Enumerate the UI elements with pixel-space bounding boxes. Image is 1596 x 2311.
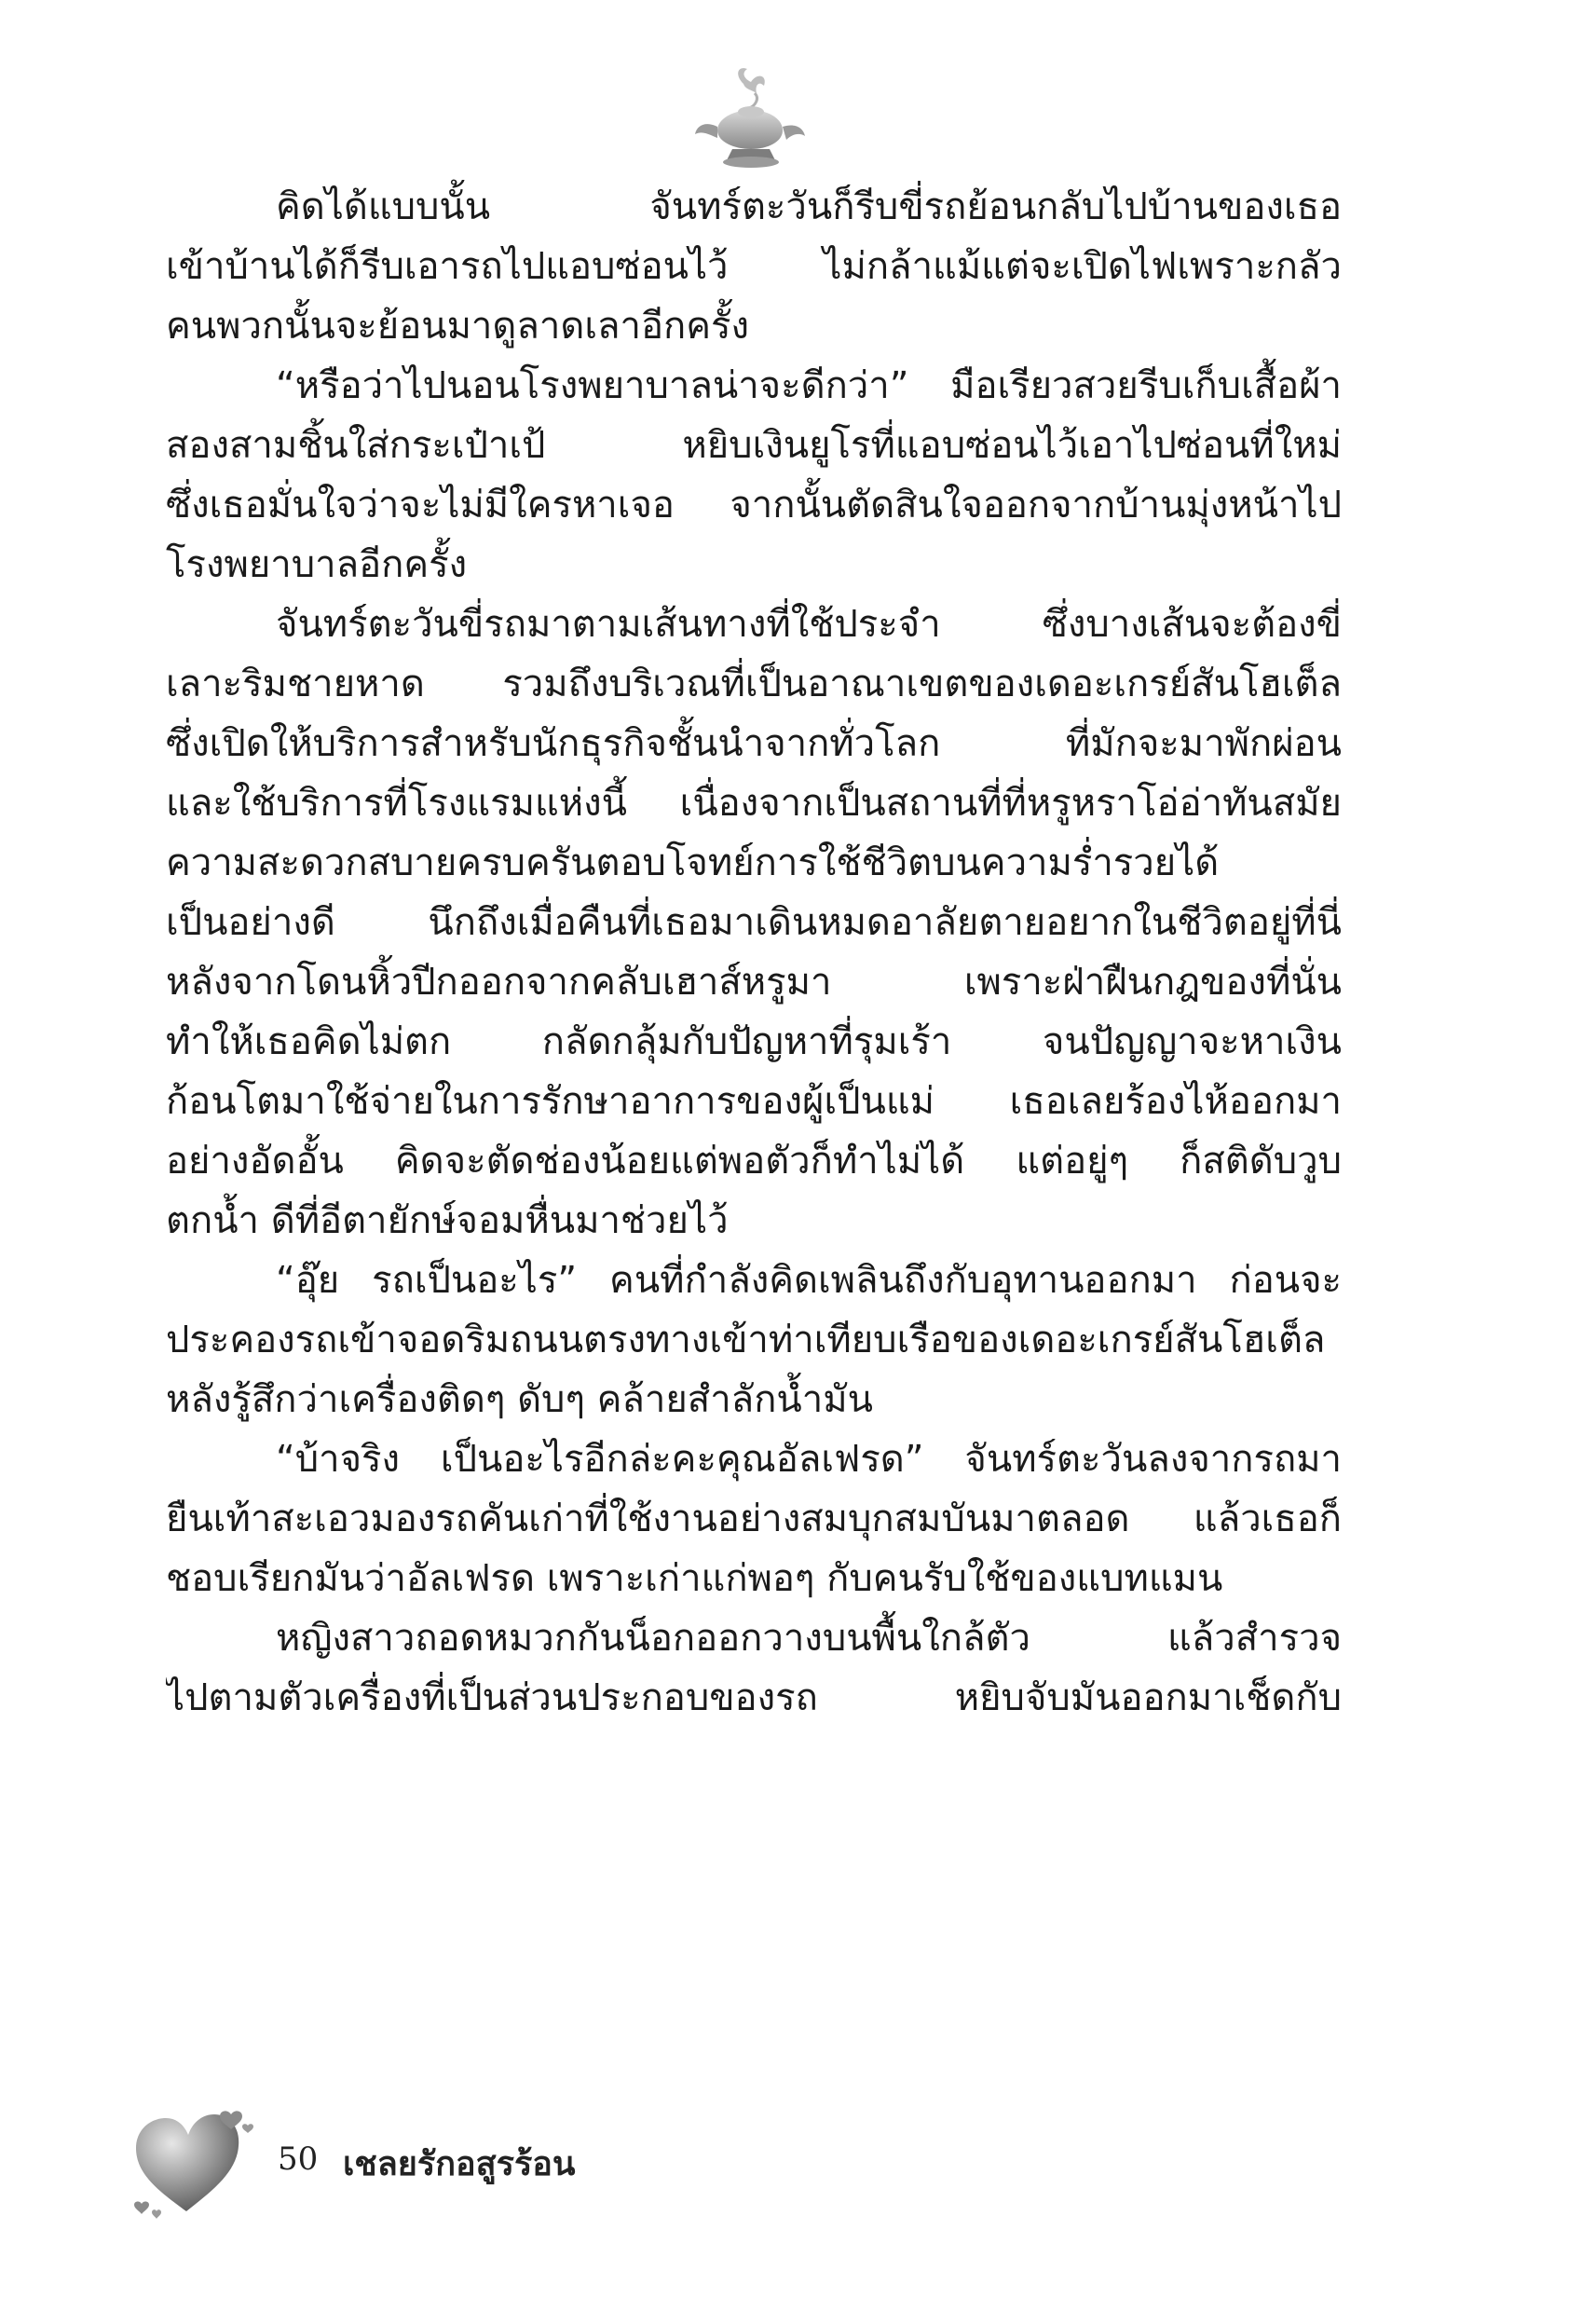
text-line: ตกน้ำ ดีที่อีตายักษ์จอมหื่นมาช่วยไว้ (166, 1199, 729, 1242)
text-line: หลังรู้สึกว่าเครื่องติดๆ ดับๆ คล้ายสำลักน้ำมัน (166, 1378, 873, 1421)
text-line: ทำให้เธอคิดไม่ตก กลัดกลุ้มกับปัญหาที่รุมเร้า จนปัญญาจะหาเงิน (166, 1020, 1342, 1063)
body-text (166, 177, 1342, 1728)
text-line: หญิงสาวถอดหมวกกันน็อกออกวางบนพื้นใกล้ตัว แล้วสำรวจ (276, 1617, 1342, 1660)
text-line: “บ้าจริง เป็นอะไรอีกล่ะคะคุณอัลเฟรด” จันทร์ตะวันลงจากรถมา (276, 1438, 1342, 1481)
text-line: โรงพยาบาลอีกครั้ง (166, 543, 468, 586)
text-line: สองสามชิ้นใส่กระเป๋าเป้ หยิบเงินยูโรที่แอบซ่อนไว้เอาไปซ่อนที่ใหม่ (166, 424, 1342, 467)
lamp-ornament-icon (689, 65, 811, 177)
text-line: “หรือว่าไปนอนโรงพยาบาลน่าจะดีกว่า” มือเรียวสวยรีบเก็บเสื้อผ้า (276, 364, 1342, 407)
text-line: “อุ๊ย รถเป็นอะไร” คนที่กำลังคิดเพลินถึงกับอุทานออกมา ก่อนจะ (276, 1259, 1342, 1302)
text-line: เลาะริมชายหาด รวมถึงบริเวณที่เป็นอาณาเขตของเดอะเกรย์สันโฮเต็ล (166, 663, 1342, 705)
text-line: คิดได้แบบนั้น จันทร์ตะวันก็รีบขี่รถย้อนกลับไปบ้านของเธอ (276, 185, 1342, 228)
text-line: ไปตามตัวเครื่องที่เป็นส่วนประกอบของรถ หยิบจับมันออกมาเช็ดกับ (166, 1676, 1342, 1719)
text-line: ซึ่งเธอมั่นใจว่าจะไม่มีใครหาเจอ จากนั้นตัดสินใจออกจากบ้านมุ่งหน้าไป (166, 484, 1342, 526)
text-line: อย่างอัดอั้น คิดจะตัดช่องน้อยแต่พอตัวก็ทำไม่ได้ แต่อยู่ๆ ก็สติดับวูบ (166, 1140, 1342, 1183)
text-line: ความสะดวกสบายครบครันตอบโจทย์การใช้ชีวิตบนความร่ำรวยได้ (166, 841, 1220, 884)
text-line: เป็นอย่างดี นึกถึงเมื่อคืนที่เธอมาเดินหมดอาลัยตายอยากในชีวิตอยู่ที่นี่ (166, 901, 1342, 944)
text-line: เข้าบ้านได้ก็รีบเอารถไปแอบซ่อนไว้ ไม่กล้าแม้แต่จะเปิดไฟเพราะกลัว (166, 245, 1342, 288)
text-line: ซึ่งเปิดให้บริการสำหรับนักธุรกิจชั้นนำจากทั่วโลก ที่มักจะมาพักผ่อน (166, 722, 1342, 765)
text-line: ชอบเรียกมันว่าอัลเฟรด เพราะเก่าแก่พอๆ กับคนรับใช้ของแบทแมน (166, 1557, 1223, 1600)
text-line: หลังจากโดนหิ้วปีกออกจากคลับเฮาส์หรูมา เพราะฝ่าฝืนกฎของที่นั่น (166, 961, 1342, 1004)
heart-ornament-icon (130, 2101, 261, 2222)
text-line: ก้อนโตมาใช้จ่ายในการรักษาอาการของผู้เป็นแม่ เธอเลยร้องไห้ออกมา (166, 1080, 1342, 1123)
page-footer (130, 2101, 689, 2222)
text-line: ประคองรถเข้าจอดริมถนนตรงทางเข้าท่าเทียบเรือของเดอะเกรย์สันโฮเต็ล (166, 1319, 1326, 1361)
text-line: และใช้บริการที่โรงแรมแห่งนี้ เนื่องจากเป็นสถานที่ที่หรูหราโอ่อ่าทันสมัย (166, 782, 1342, 825)
book-title: เชลยรักอสูรร้อน (343, 2145, 576, 2183)
page-number: 50 (278, 2140, 319, 2178)
text-line: คนพวกนั้นจะย้อนมาดูลาดเลาอีกครั้ง (166, 305, 749, 348)
text-line: ยืนเท้าสะเอวมองรถคันเก่าที่ใช้งานอย่างสมบุกสมบันมาตลอด แล้วเธอก็ (166, 1497, 1342, 1540)
text-line: จันทร์ตะวันขี่รถมาตามเส้นทางที่ใช้ประจำ ซึ่งบางเส้นจะต้องขี่ (276, 603, 1342, 646)
